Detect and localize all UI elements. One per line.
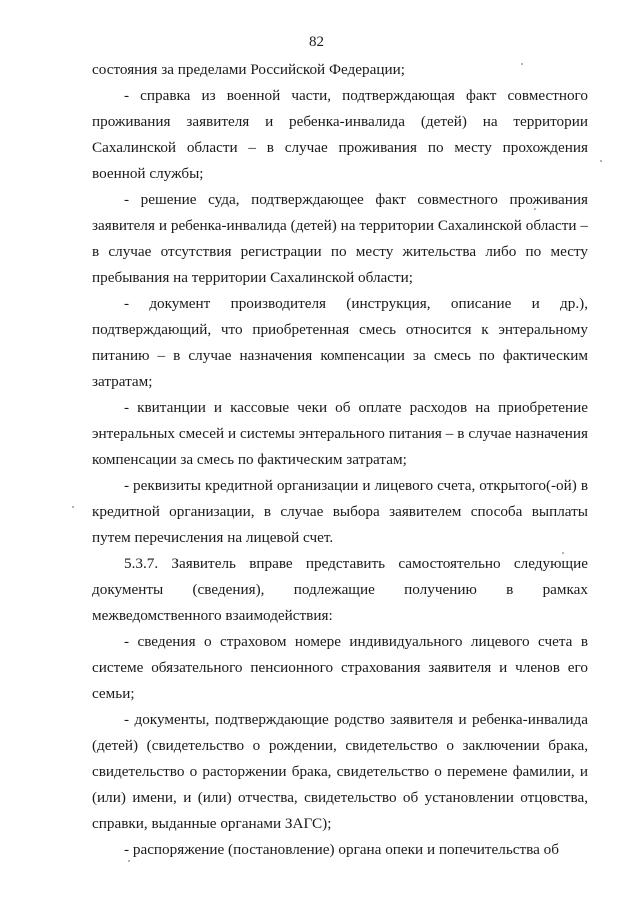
scan-artifact [521,63,523,65]
paragraph: состояния за пределами Российской Федерации; [92,61,405,78]
list-item-bank-details: - реквизиты кредитной организации и лицевого счета, открытого(-ой) в кредитной организации, в случае выбора заявителем способа выплаты путем перечисления на лицевой счет. [92,477,588,546]
list-item-guardianship-order: - распоряжение (постановление) органа опеки и попечительства об [124,841,559,858]
list-item-insurance-number: - сведения о страховом номере индивидуального лицевого счета в системе обязательного пенсионного страхования заявителя и членов его семьи; [92,633,588,702]
scan-artifact [534,208,536,210]
list-item-court-decision: - решение суда, подтверждающее факт совместного проживания заявителя и ребенка-инвалида (детей) на территории Сахалинской области – в случае отсутствия регистрации по месту жительства либо по месту пребывания на территории Сахалинской области; [92,191,588,286]
scan-artifact [72,506,74,508]
scan-artifact [562,552,564,554]
scan-artifact [128,860,130,862]
list-item-manufacturer-document: - документ производителя (инструкция, описание и др.), подтверждающий, что приобретенная смесь относится к энтеральному питанию – в случае назначения компенсации за смесь по фактическим затратам; [92,295,588,390]
list-item-receipts: - квитанции и кассовые чеки об оплате расходов на приобретение энтеральных смесей и системы энтерального питания – в случае назначения компенсации за смесь по фактическим затратам; [92,399,588,468]
section-5-3-7: 5.3.7. Заявитель вправе представить самостоятельно следующие документы (сведения), подлежащие получению в рамках межведомственного взаимодействия: [92,555,588,624]
document-body [92,57,588,863]
page-number: 82 [309,34,324,50]
list-item-military-certificate: - справка из военной части, подтверждающая факт совместного проживания заявителя и ребенка-инвалида (детей) на территории Сахалинской области – в случае проживания по месту прохождения военной службы; [92,87,588,182]
scan-artifact [600,160,602,162]
list-item-kinship-documents: - документы, подтверждающие родство заявителя и ребенка-инвалида (детей) (свидетельство о рождении, свидетельство о заключении брака, свидетельство о расторжении брака, свидетельство о перемене фамилии, и (или) имени, и (или) отчества, свидетельство об установлении отцовства, справки, выданные органами ЗАГС); [92,711,588,832]
